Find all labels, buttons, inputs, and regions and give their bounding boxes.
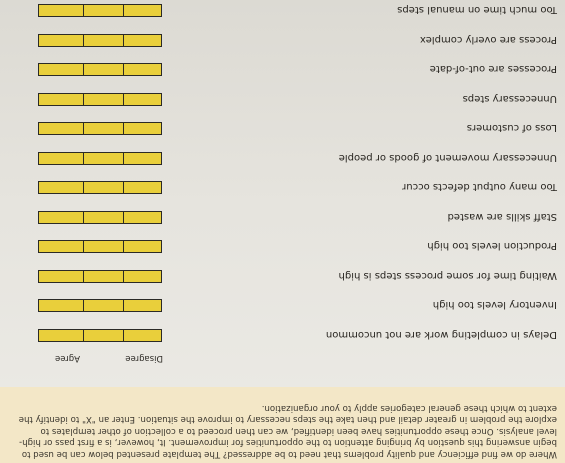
rating-scale-boxes[interactable]	[38, 123, 162, 136]
rating-scale-boxes[interactable]	[38, 329, 162, 342]
assessment-row	[5, 27, 557, 49]
rating-cell-divider	[123, 65, 124, 76]
rating-cell-divider	[83, 6, 84, 17]
scale-disagree-label: Disagree	[125, 353, 163, 363]
assessment-row	[5, 57, 557, 79]
rating-scale-boxes[interactable]	[38, 182, 162, 195]
assessment-row	[5, 86, 557, 108]
rating-cell-divider	[123, 271, 124, 282]
rating-cell-divider	[123, 94, 124, 105]
rating-cell-divider	[83, 242, 84, 253]
assessment-row	[5, 175, 557, 197]
rating-cell-divider	[83, 301, 84, 312]
rating-scale-boxes[interactable]	[38, 270, 162, 283]
rating-cell-divider	[123, 183, 124, 194]
rating-cell-divider	[83, 65, 84, 76]
assessment-item-label: Unnecessary movement of goods or people	[338, 152, 557, 163]
rating-scale-boxes[interactable]	[38, 211, 162, 224]
rating-cell-divider	[123, 301, 124, 312]
intro-paragraph: Where do we find efficiency and quality problems that need to be addressed? The template presented below can be used to begin answering this question by bringing attention to the opportunities for improvement. It, however, is a first pass or high-level analysis. Once these opportunities have been identified, we can then proceed to a collection of other templates to explore the problem in greater detail and then take the steps necessary to improve the situation. Enter an "X" to identify the extent to which these general categories apply to your organization.	[18, 402, 557, 459]
assessment-row	[5, 145, 557, 167]
assessment-row	[5, 204, 557, 226]
assessment-row	[5, 293, 557, 315]
rating-cell-divider	[83, 124, 84, 135]
intro-section	[0, 387, 565, 463]
rating-cell-divider	[83, 94, 84, 105]
assessment-row	[5, 263, 557, 285]
rating-cell-divider	[123, 124, 124, 135]
rating-cell-divider	[123, 242, 124, 253]
assessment-item-label: Too many output defects occur	[402, 181, 557, 193]
rating-cell-divider	[123, 330, 124, 341]
assessment-row	[5, 116, 557, 138]
assessment-item-label: Staff skills are wasted	[447, 211, 557, 222]
rating-scale-boxes[interactable]	[38, 34, 162, 47]
assessment-item-label: Processes are out-of-date	[429, 63, 557, 75]
assessment-item-label: Too much time on manual steps	[397, 4, 557, 16]
assessment-item-label: Process are overly complex	[419, 34, 557, 45]
rating-scale-boxes[interactable]	[38, 300, 162, 313]
rating-cell-divider	[123, 35, 124, 46]
rating-cell-divider	[123, 153, 124, 164]
assessment-row	[5, 322, 557, 344]
rating-cell-divider	[83, 330, 84, 341]
rating-scale-boxes[interactable]	[38, 93, 162, 106]
rating-scale-boxes[interactable]	[38, 241, 162, 254]
assessment-item-label: Loss of customers	[466, 122, 557, 134]
assessment-row	[5, 0, 557, 20]
rating-scale-boxes[interactable]	[38, 152, 162, 165]
rating-cell-divider	[83, 153, 84, 164]
rating-scale-boxes[interactable]	[38, 5, 162, 18]
assessment-item-label: Delays in completing work are not uncommon	[325, 329, 557, 340]
rating-scale-header	[53, 351, 163, 363]
rating-cell-divider	[123, 212, 124, 223]
assessment-item-label: Unnecessary steps	[462, 93, 557, 104]
scale-agree-label: Agree	[55, 353, 80, 363]
assessment-item-label: Inventory levels too high	[432, 299, 557, 311]
rating-cell-divider	[83, 183, 84, 194]
assessment-item-label: Production levels too high	[427, 240, 557, 252]
rating-scale-boxes[interactable]	[38, 64, 162, 77]
rating-cell-divider	[83, 212, 84, 223]
rating-cell-divider	[83, 35, 84, 46]
assessment-row	[5, 234, 557, 256]
rating-cell-divider	[123, 6, 124, 17]
rating-cell-divider	[83, 271, 84, 282]
assessment-item-label: Waiting time for some process steps is high	[338, 270, 557, 281]
